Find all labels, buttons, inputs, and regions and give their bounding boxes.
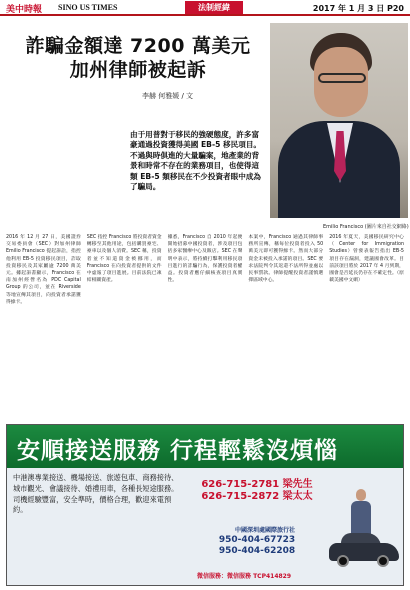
- ad-car-image: [327, 529, 401, 569]
- page-header: [0, 0, 410, 16]
- ad-body-text: 中港澳專業接送、機場接送、旅遊包車、商務接待、城市觀光、會議接待、婚禮用車，各種長短途服務。司機經驗豐富，安全準時，價格合理，歡迎來電預約。: [13, 473, 179, 515]
- advertisement: [6, 424, 404, 586]
- article-body: [6, 234, 404, 414]
- article-headline: [8, 34, 268, 82]
- body-column-5: 2016 年夏天，美國移民研究中心（Center for Immigration Studies）曾發表報告指出 EB-5 項目存在漏洞，建議國會改革。目前該項目將於 2017 年 4 月到期，國會是否延長仍存在不確定性。（原載美國中文網）: [329, 235, 404, 284]
- body-column-2: SEC 指控 Francisco 將投資者資金轉移至其他用途，包括購買豪宅、豪車以及個人消費。SEC 稱，投資者並不知道資金被挪用，而 Francisco 在向投資者提供的文件中虛報了項目進展。目前法院已凍結相關資產。: [86, 235, 162, 284]
- ad-phone-2: 626-715-2872 梁太太: [201, 491, 313, 502]
- photo-caption: Emilio Francisco (圖片來自社交網絡): [323, 224, 409, 230]
- headline-line-2: 加州律師被起訴: [69, 59, 207, 81]
- byline: 李赫 何雅媛 / 文: [142, 92, 194, 100]
- publication-name: SINO US TIMES: [58, 3, 118, 12]
- ad-wechat: 微信服務：微信服務 TCP414829: [197, 573, 292, 580]
- ad-office-phones: [187, 535, 327, 557]
- body-column-1: 2016 年 12 月 27 日，美國證券交易委員會（SEC）對加州律師 Emilio Francisco 提起訴訟，指控他利用 EB-5 投資移民項目，詐取投資移民及其家屬逾 7200 萬美元。據起訴書顯示，Francisco 在南加州經營名為 PDC Capital Group 的公司，並在 Riverside 等地宣傳其項目，向投資者承諾獲得綠卡。: [6, 235, 81, 305]
- ad-phone-4: 950-404-62208: [218, 546, 296, 556]
- ad-phone-3: 950-404-67723: [218, 535, 296, 545]
- issue-date: 2017 年 1 月 3 日 P20: [312, 4, 404, 13]
- headline-line-1: 詐騙金額達 7200 萬美元: [25, 35, 251, 57]
- masthead-logo: 美中時報: [6, 5, 43, 15]
- body-column-4: 本案中，Francisco 通過其律師事務所宣傳，稱每位投資者投入 50 萬美元即可獲得綠卡。然而大部分資金未被投入承諾的項目。SEC 要求法院判令其返還不法所得並處以民事罰款。律師提醒投資者謹慎選擇區域中心。: [248, 235, 324, 284]
- ad-phone-1: 626-715-2781 梁先生: [201, 479, 313, 490]
- body-column-3: 據悉，Francisco 自 2010 年起便開始招募中國投資者，涉及項目包括多家醫療中心及飯店。SEC 在聲明中表示，將持續打擊利用移民項目進行的詐騙行為，保護投資者權益。投資者應仔細核查項目真實性。: [167, 235, 243, 284]
- ad-title: 安順接送服務 行程輕鬆沒煩惱: [17, 438, 339, 464]
- ad-phone-list: [187, 479, 327, 503]
- section-label: 法制經緯: [185, 1, 243, 14]
- lead-paragraph: 由于用普對于移民的強硬態度，許多富豪通過投資獲得美國 EB-5 移民項目。不過與時俱進的大量騙案，地產業的背景和時常不存在的業務項目，也使得這類 EB-5 類移民在不少投資者眼中成為了騙局。: [130, 130, 262, 192]
- portrait-photo: [270, 23, 408, 218]
- ad-company-name: 中國深圳處國際旅行社: [234, 527, 295, 534]
